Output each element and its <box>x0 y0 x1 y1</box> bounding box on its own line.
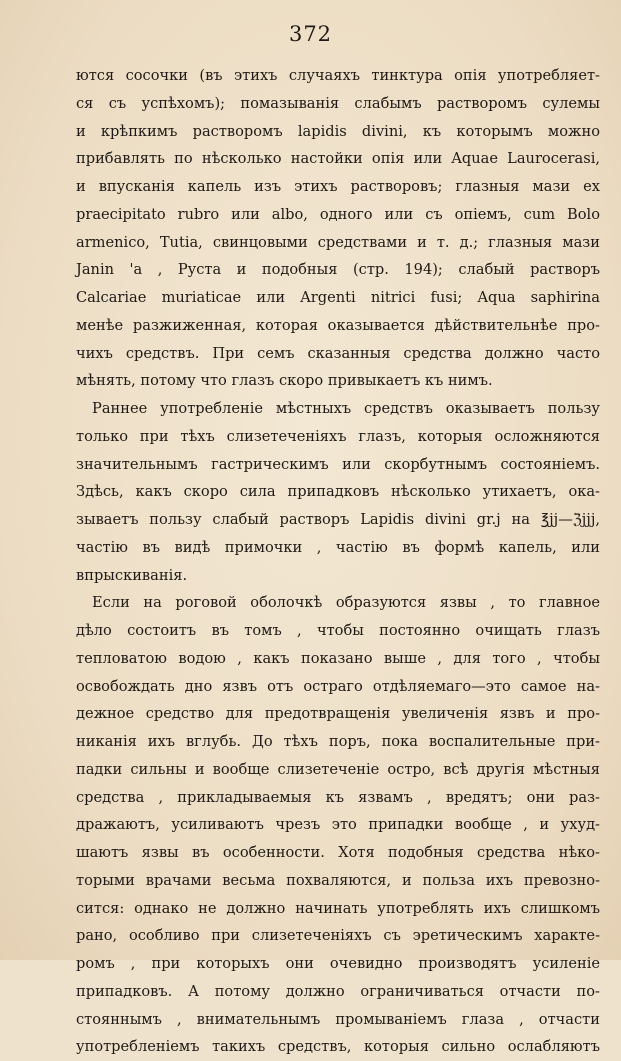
text-line: armenico, Tutia, свинцовыми средствами и т. д.; глазныя мази <box>76 233 600 251</box>
text-line: мѣнять, потому что глазъ скоро привыкаетъ къ нимъ. <box>76 372 493 390</box>
text-line: дражаютъ, усиливаютъ чрезъ это припадки вообще , и ухуд- <box>76 816 600 834</box>
text-line: зываетъ пользу слабый растворъ Lapidis divini gr.j на ℥jj—ℨjjj, <box>76 511 600 528</box>
text-line: дежное средство для предотвращенія увеличенія язвъ и про- <box>76 705 600 723</box>
text-line: припадковъ. А потому должно ограничиваться отчасти по- <box>76 982 600 1000</box>
text-line: Раннее употребленіе мѣстныхъ средствъ оказываетъ пользу <box>92 400 600 417</box>
text-line: впрыскиванія. <box>76 566 188 584</box>
text-line: торыми врачами весьма похваляются, и польза ихъ превозно- <box>76 871 600 889</box>
text-line: чихъ средствъ. При семъ сказанныя средства должно часто <box>76 344 600 362</box>
text-line: Если на роговой оболочкѣ образуются язвы , то главное <box>92 594 600 612</box>
text-line: ся съ успѣхомъ); помазыванія слабымъ растворомъ сулемы <box>76 94 600 112</box>
text-line: и крѣпкимъ растворомъ lapidis divini, къ которымъ можно <box>76 122 600 140</box>
page-body-text <box>76 62 600 1061</box>
text-line: рано, особливо при слизетеченіяхъ съ эретическимъ характе- <box>76 927 600 945</box>
page-number: 372 <box>288 22 333 46</box>
text-line: значительнымъ гастрическимъ или скорбутнымъ состояніемъ. <box>76 455 600 473</box>
text-line: дѣло состоитъ въ томъ , чтобы постоянно очищать глазъ <box>76 622 600 639</box>
text-line: менѣе разжиженная, которая оказывается дѣйствительнѣе про- <box>76 316 600 334</box>
text-line: частію въ видѣ примочки , частію въ формѣ капель, или <box>76 538 600 556</box>
text-line: падки сильны и вообще слизетеченіе остро, всѣ другія мѣстныя <box>76 760 600 778</box>
text-line: тепловатою водою , какъ показано выше , для того , чтобы <box>76 649 600 667</box>
text-line: Janin 'a , Руста и подобныя (стр. 194); слабый растворъ <box>76 261 600 279</box>
text-line: Calcariae muriaticae или Argenti nitrici fusi; Aqua saphirina <box>76 289 600 306</box>
text-line: шаютъ язвы въ особенности. Хотя подобныя средства нѣко- <box>76 844 600 861</box>
text-line: средства , прикладываемыя къ язвамъ , вредятъ; они раз- <box>76 788 600 806</box>
text-line: Здѣсь, какъ скоро сила припадковъ нѣсколько утихаетъ, ока- <box>76 483 600 501</box>
text-line: никанія ихъ вглубь. До тѣхъ поръ, пока воспалительные при- <box>76 733 600 750</box>
text-line: сится: однако не должно начинать употреблять ихъ слишкомъ <box>76 899 600 917</box>
text-line: прибавлять по нѣсколько настойки опія или Aquae Laurocerasi, <box>76 150 600 168</box>
text-line: употребленіемъ такихъ средствъ, которыя сильно ослабляютъ <box>76 1038 600 1056</box>
text-line: ромъ , при которыхъ они очевидно производятъ усиленіе <box>76 955 600 972</box>
text-line: только при тѣхъ слизетеченіяхъ глазъ, которыя осложняются <box>76 427 600 445</box>
text-line: стояннымъ , внимательнымъ промываніемъ глаза , отчасти <box>76 1010 600 1028</box>
text-line: ются сосочки (въ этихъ случаяхъ тинктура опія употребляет- <box>76 67 600 84</box>
text-line: и впусканія капель изъ этихъ растворовъ; глазныя мази ex <box>76 178 600 195</box>
text-line: освобождать дно язвъ отъ остраго отдѣляемаго—это самое на- <box>76 677 600 695</box>
text-line: praecipitato rubro или albo, одного или съ опiемъ, cum Bolo <box>76 205 600 223</box>
